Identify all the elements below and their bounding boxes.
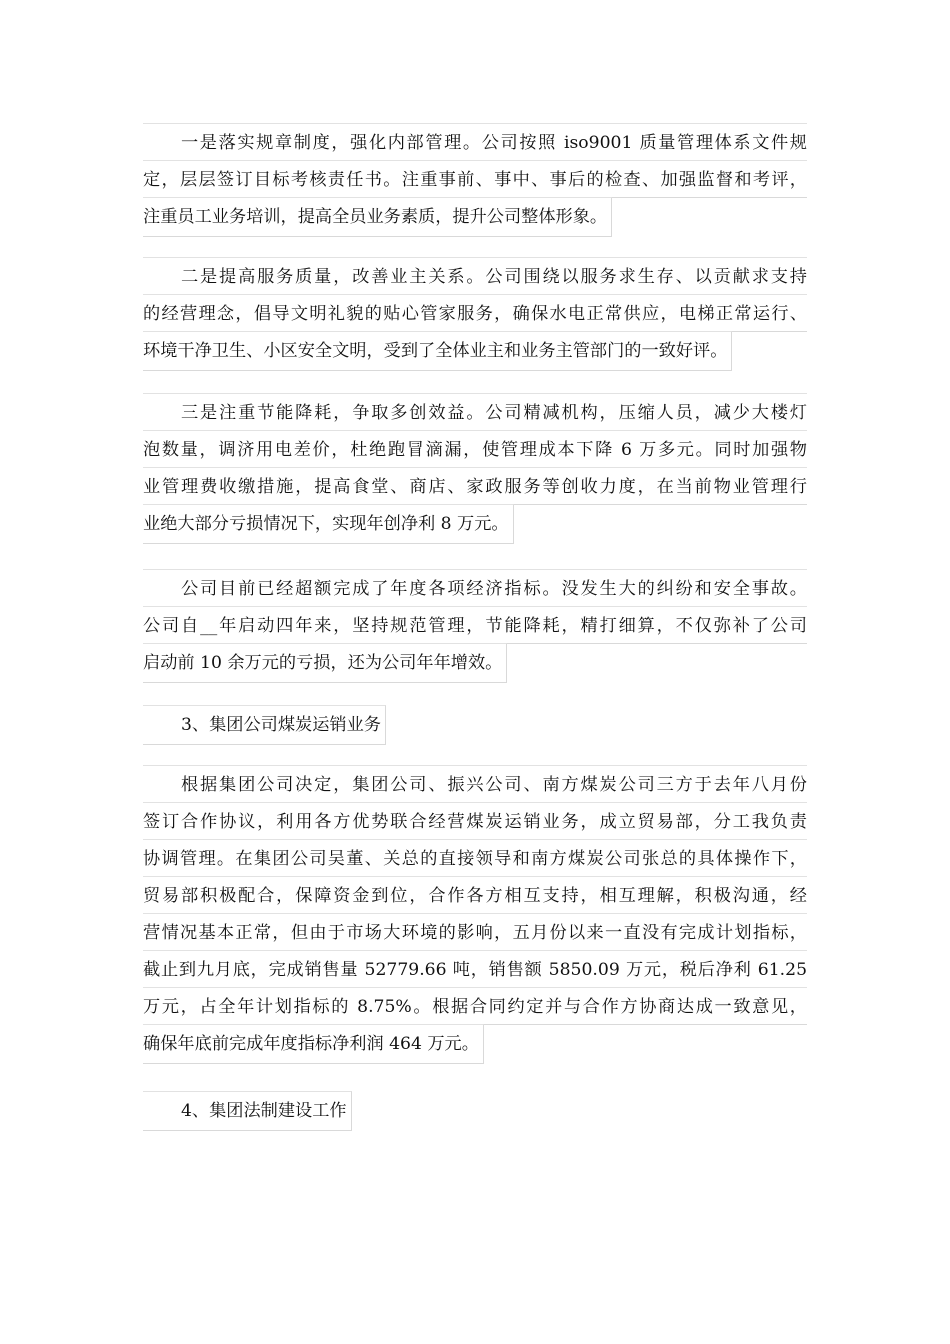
section-heading: 4、集团法制建设工作 [143, 1091, 352, 1131]
paragraph-line: 定，层层签订目标考核责任书。注重事前、事中、事后的检查、加强监督和考评， [143, 160, 807, 198]
section-heading-3 [143, 706, 807, 745]
paragraph-line: 环境干净卫生、小区安全文明，受到了全体业主和业务主管部门的一致好评。 [143, 331, 732, 371]
paragraph-line: 三是注重节能降耗，争取多创效益。公司精减机构，压缩人员，减少大楼灯 [143, 393, 807, 431]
paragraph-line: 启动前 10 余万元的亏损，还为公司年年增效。 [143, 643, 507, 683]
paragraph-line: 营情况基本正常，但由于市场大环境的影响，五月份以来一直没有完成计划指标， [143, 913, 807, 951]
paragraph-line: 二是提高服务质量，改善业主关系。公司围绕以服务求生存、以贡献求支持 [143, 257, 807, 295]
paragraph-5 [143, 766, 807, 1064]
paragraph-line: 的经营理念，倡导文明礼貌的贴心管家服务，确保水电正常供应，电梯正常运行、 [143, 294, 807, 332]
paragraph-line: 协调管理。在集团公司吴董、关总的直接领导和南方煤炭公司张总的具体操作下， [143, 839, 807, 877]
paragraph-line: 业管理费收缴措施，提高食堂、商店、家政服务等创收力度，在当前物业管理行 [143, 467, 807, 505]
paragraph-line: 泡数量，调济用电差价，杜绝跑冒滴漏，使管理成本下降 6 万多元。同时加强物 [143, 430, 807, 468]
paragraph-2 [143, 258, 807, 371]
paragraph-4 [143, 570, 807, 683]
section-heading-4 [143, 1092, 807, 1131]
paragraph-3 [143, 394, 807, 544]
paragraph-line: 根据集团公司决定，集团公司、振兴公司、南方煤炭公司三方于去年八月份 [143, 765, 807, 803]
paragraph-line: 公司自__年启动四年来，坚持规范管理，节能降耗，精打细算，不仅弥补了公司 [143, 606, 807, 644]
paragraph-line: 公司目前已经超额完成了年度各项经济指标。没发生大的纠纷和安全事故。 [143, 569, 807, 607]
paragraph-line: 贸易部积极配合，保障资金到位，合作各方相互支持，相互理解，积极沟通，经 [143, 876, 807, 914]
paragraph-line: 万元，占全年计划指标的 8.75%。根据合同约定并与合作方协商达成一致意见， [143, 987, 807, 1025]
paragraph-line: 截止到九月底，完成销售量 52779.66 吨，销售额 5850.09 万元，税后净利 61.25 [143, 950, 807, 988]
paragraph-line: 确保年底前完成年度指标净利润 464 万元。 [143, 1024, 484, 1064]
paragraph-1 [143, 124, 807, 237]
section-heading: 3、集团公司煤炭运销业务 [143, 705, 386, 745]
paragraph-line: 业绝大部分亏损情况下，实现年创净利 8 万元。 [143, 504, 514, 544]
paragraph-line: 签订合作协议，利用各方优势联合经营煤炭运销业务，成立贸易部，分工我负责 [143, 802, 807, 840]
paragraph-line: 一是落实规章制度，强化内部管理。公司按照 iso9001 质量管理体系文件规 [143, 123, 807, 161]
paragraph-line: 注重员工业务培训，提高全员业务素质，提升公司整体形象。 [143, 197, 612, 237]
